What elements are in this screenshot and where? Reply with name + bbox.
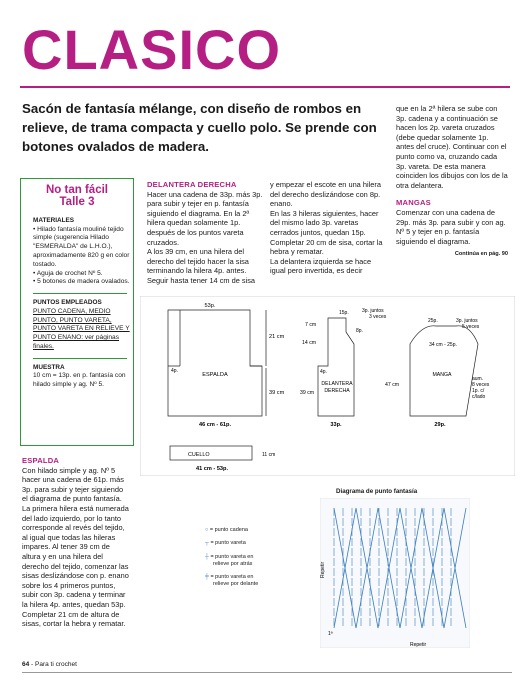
manga-aum4: c/lado bbox=[472, 394, 486, 400]
legend-relieve-delante: ╪ = punto vareta en relieve por delante bbox=[205, 574, 259, 587]
del-14cm: 14 cm bbox=[302, 340, 317, 346]
del-3p-juntos: 3p. juntos bbox=[362, 308, 384, 314]
espalda-heading: ESPALDA bbox=[22, 456, 60, 465]
delantera-text: Hacer una cadena de 33p. más 3p. para subir y tejer en p. fantasía siguiendo el diagrama. En la 2ª hilera quedan solamente 1p. después de los puntos vareta cruzados. A los 39 cm, en una hilera del derecho del tejido hacer la sisa terminando la hilera 4p. antes. Seguir hasta tener 14 cm de sisa bbox=[147, 189, 263, 285]
materiales-text: • Hilado fantasía mouliné tejido simple (sugerencia Hilado "ESMERALDA" de L.H.O.), aproximadamente 820 g en color tostado. • Aguja de crochet Nº 5. • 5 botones de madera ovalados. bbox=[33, 225, 130, 286]
right-column bbox=[396, 104, 508, 260]
materiales-heading: MATERIALES bbox=[33, 217, 75, 224]
info-box bbox=[20, 178, 134, 446]
del-4p: 4p. bbox=[320, 369, 327, 375]
del-7cm: 7 cm bbox=[305, 322, 317, 328]
espalda-21cm: 21 cm bbox=[269, 334, 285, 340]
del-15p: 15p. bbox=[339, 310, 349, 316]
cuello-bottom: 41 cm - 53p. bbox=[195, 466, 229, 472]
delantera-column bbox=[147, 180, 264, 286]
manga-aum2: 8 veces bbox=[472, 382, 490, 388]
size-label: Talle 3 bbox=[59, 196, 95, 208]
delantera-heading: DELANTERA DERECHA bbox=[147, 180, 237, 189]
cuello-11cm: 11 cm bbox=[262, 452, 276, 458]
del-bottom: 33p. bbox=[330, 422, 342, 428]
manga-47cm: 47 cm bbox=[385, 382, 400, 388]
mangas-heading: MANGAS bbox=[396, 198, 431, 208]
stitch-diagram bbox=[320, 498, 470, 648]
del-label2: DERECHA bbox=[324, 388, 350, 394]
diagram-row1: 1ª bbox=[328, 631, 333, 637]
del-label1: DELANTERA bbox=[321, 381, 353, 387]
legend-vareta: ┬ = punto vareta bbox=[205, 540, 246, 546]
cuello-label: CUELLO bbox=[188, 452, 210, 458]
manga-bottom: 29p. bbox=[434, 422, 446, 428]
del-39cm: 39 cm bbox=[300, 390, 315, 396]
puntos-text: PUNTO CADENA, MEDIO PUNTO, PUNTO VARETA, PUNTO VARETA EN RELIEVE Y PUNTO ENANO: ver páginas finales. bbox=[33, 307, 130, 350]
continuation-text: y empezar el escote en una hilera del derecho deslizándose con 8p. enano. En las 3 hileras siguientes, hacer del mismo lado 3p. varetas cerrados juntos, quedan 15p. Completar 20 cm de sisa, cortar la hebra y rematar. La delantera izquierda se hace igual pero invertida, es decir bbox=[270, 180, 383, 276]
espalda-text: Con hilado simple y ag. Nº 5 hacer una cadena de 61p. más 3p. para subir y tejer siguiendo el diagrama de punto fantasía. La primera hilera está numerada del lado izquierdo, por lo tanto corresponde al revés del tejido, al igual que todas las hileras impares. Al tener 39 cm de altura y en una hilera del derecho del tejido, comenzar las sisas deslizándose con p. enano sobre los 4 primeros puntos, subir con 3p. cadena y terminar la hilera 4p. antes, quedan 53p. Completar 21 cm de altura de sisas, cortar la hebra y rematar. bbox=[22, 465, 129, 629]
footer-rule bbox=[22, 672, 512, 673]
espalda-4p: 4p. bbox=[171, 368, 178, 374]
del-8p: 8p. bbox=[356, 328, 363, 334]
cuello-schematic bbox=[170, 446, 252, 460]
manga-5veces: 5 veces bbox=[462, 324, 480, 330]
espalda-section bbox=[22, 456, 130, 629]
espalda-bottom: 46 cm - 61p. bbox=[198, 422, 232, 428]
muestra-heading: MUESTRA bbox=[33, 363, 65, 371]
manga-label: MANGA bbox=[432, 372, 452, 378]
espalda-schematic bbox=[168, 310, 266, 416]
title-rule bbox=[20, 86, 510, 88]
continuation-column bbox=[270, 180, 386, 276]
del-3veces: 3 veces bbox=[369, 314, 387, 320]
manga-34cm: 34 cm - 25p. bbox=[429, 342, 457, 348]
diagram-repetir-bottom: Repetir bbox=[410, 642, 427, 648]
legend-cadena: ○ = punto cadena bbox=[205, 527, 248, 533]
difficulty-label: No tan fácil bbox=[46, 184, 108, 196]
espalda-39cm: 39 cm bbox=[269, 390, 285, 396]
muestra-text: 10 cm = 13p. en p. fantasía con hilado simple y ag. Nº 5. bbox=[33, 372, 126, 389]
puntos-heading: PUNTOS EMPLEADOS bbox=[33, 299, 102, 307]
espalda-label: ESPALDA bbox=[202, 372, 228, 378]
footer: 64 - Para ti crochet bbox=[22, 661, 77, 668]
espalda-top: 53p. bbox=[204, 303, 216, 309]
diagram-title: Diagrama de punto fantasía bbox=[336, 488, 418, 495]
manga-3p-juntos: 3p. juntos bbox=[456, 318, 478, 324]
lead-paragraph: Sacón de fantasía mélange, con diseño de rombos en relieve, de trama compacta y cuello polo. Se prende con botones ovalados de madera. bbox=[22, 101, 377, 154]
diagram-repetir: Repetir bbox=[320, 561, 326, 578]
legend-relieve-atras: ┼ = punto vareta en relieve por atrás bbox=[205, 554, 254, 567]
manga-25p: 25p. bbox=[428, 318, 438, 324]
schematics bbox=[140, 296, 515, 476]
delantera-schematic bbox=[318, 318, 354, 416]
manga-aum1: aum. bbox=[472, 376, 484, 382]
manga-schematic bbox=[410, 326, 478, 416]
page-title: CLASICO bbox=[22, 18, 281, 81]
manga-aum3: 1p. c/ bbox=[472, 388, 485, 394]
right-column-text: que en la 2ª hilera se sube con 3p. cadena y a continuación se hacen los 2p. vareta cruzados (debe quedar solamente 1p. antes del cruce). Continuar con el punto como va, cruzando cada 3p. vareta. De esta manera coinciden los dibujos con los de la otra delantera. bbox=[396, 104, 508, 190]
mangas-text: Comenzar con una cadena de 29p. más 3p. para subir y con ag. Nº 5 y tejer en p. fantasía siguiendo el diagrama. bbox=[396, 207, 506, 246]
continua-note: Continúa en pág. 90 bbox=[454, 251, 508, 258]
